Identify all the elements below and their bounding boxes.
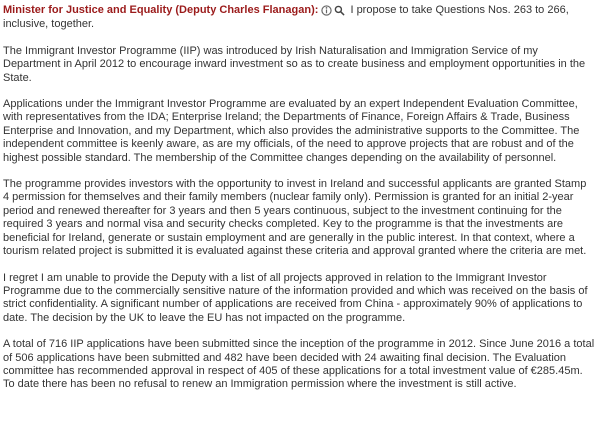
answer-paragraph-2: Applications under the Immigrant Investor Programme are evaluated by an expert Independent Evaluation Committee, with representatives from the IDA; Enterprise Ireland; the Departments of Finance, Foreign Affairs & Trade, Business Enterprise and Innovation, and my Department, which also provides the administrative supports to the Committee. The independent committee is keenly aware, as are my officials, of the need to approve projects that are robust and of the highest possible standard. The membership of the Committee changes depending on the availability of personnel.: [3, 98, 580, 164]
speaker-info-icon[interactable]: [321, 5, 332, 18]
answer-paragraph-5: A total of 716 IIP applications have been submitted since the inception of the programme in 2012. Since June 2016 a total of 506 applications have been submitted and 482 have been decided with 24 awaiting final decision. The Evaluation committee has recommended approval in respect of 405 of these applications for a total investment value of €285.45m. To date there has been no refusal to renew an Immigration permission where the investment is still active.: [3, 338, 595, 391]
answer-opening-paragraph: [3, 4, 595, 32]
answer-opening-text: I propose to take Questions Nos. 263 to 266, inclusive, together.: [3, 4, 569, 31]
answer-paragraph-3: The programme provides investors with the opportunity to invest in Ireland and successful applicants are granted Stamp 4 permission for themselves and their family members (nuclear family only). Permission is granted for an initial 2-year period and renewed thereafter for 3 years and then 5 years continuous, subject to the investment continuing for the required 3 years and normal visa and security checks completed. Key to the programme is that the investments are beneficial for Ireland, generate or sustain employment and are generally in the public interest. In that context, where a tourism related project is submitted it is evaluated against these criteria and approval granted where the criteria are met.: [3, 178, 587, 258]
search-icon[interactable]: [334, 5, 345, 18]
answer-paragraph-1: The Immigrant Investor Programme (IIP) was introduced by Irish Naturalisation and Immigration Service of my Department in April 2012 to encourage inward investment so as to create business and employment opportunities in the State.: [3, 44, 586, 84]
speaker-name-link[interactable]: Minister for Justice and Equality (Deputy Charles Flanagan):: [3, 4, 319, 16]
answer-paragraph-4: I regret I am unable to provide the Deputy with a list of all projects approved in relation to the Immigrant Investor Programme due to the commercially sensitive nature of the information provided and which was received on the basis of strict confidentiality. A significant number of applications are received from China - approximately 90% of applications to date. The decision by the UK to leave the EU has not impacted on the programme.: [3, 271, 588, 324]
